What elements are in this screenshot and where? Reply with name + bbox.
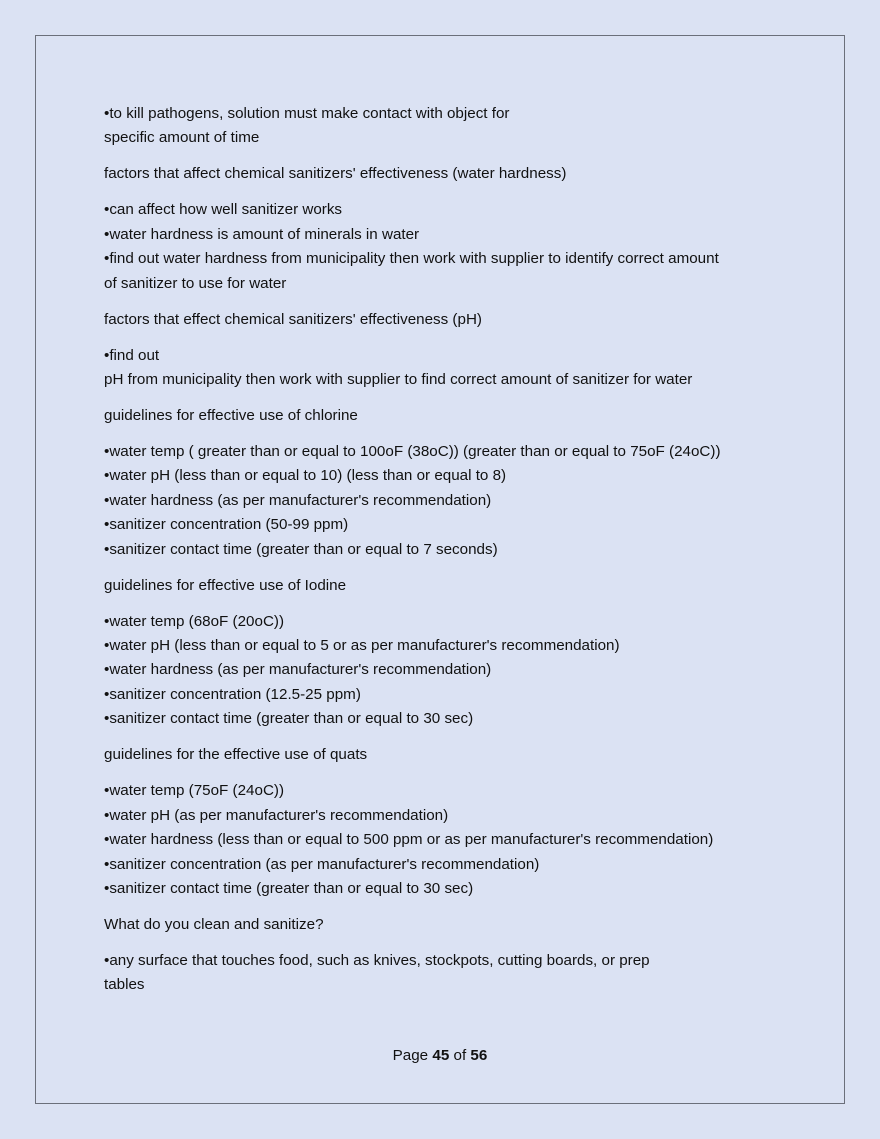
page-number: 45 (432, 1047, 450, 1064)
page-of-label: of (453, 1047, 467, 1064)
text-line: guidelines for effective use of chlorine (104, 407, 358, 425)
text-line: •sanitizer contact time (greater than or equal to 30 sec) (104, 879, 474, 897)
text-line: •water pH (less than or equal to 10) (less than or equal to 8) (104, 467, 507, 485)
text-line: •find out (104, 346, 160, 364)
text-line: •find out water hardness from municipality then work with supplier to identify correct amount (104, 250, 719, 268)
text-line: •water pH (as per manufacturer's recommendation) (104, 806, 449, 824)
text-line: •water hardness is amount of minerals in water (104, 225, 420, 243)
paragraph (104, 610, 784, 732)
text-line: tables (104, 976, 145, 994)
paragraph (104, 440, 784, 562)
text-line: factors that affect chemical sanitizers' effectiveness (water hardness) (104, 165, 567, 183)
text-line: •water temp (75oF (24oC)) (104, 782, 285, 800)
text-line: •sanitizer contact time (greater than or equal to 30 sec) (104, 710, 474, 728)
paragraph (104, 404, 784, 428)
text-line: •sanitizer concentration (12.5-25 ppm) (104, 685, 361, 703)
text-line: pH from municipality then work with supplier to find correct amount of sanitizer for water (104, 371, 693, 389)
text-line: •sanitizer concentration (50-99 ppm) (104, 516, 349, 534)
text-line: •water temp ( greater than or equal to 100oF (38oC)) (greater than or equal to 75oF (24oC)) (104, 443, 721, 461)
paragraph (104, 344, 784, 393)
document-body (104, 102, 784, 1009)
paragraph (104, 308, 784, 332)
paragraph (104, 743, 784, 767)
text-line: •to kill pathogens, solution must make contact with object for (104, 105, 510, 122)
text-line: •water hardness (as per manufacturer's recommendation) (104, 491, 492, 509)
text-line: •water hardness (as per manufacturer's recommendation) (104, 661, 492, 679)
paragraph (104, 913, 784, 937)
text-line: •water temp (68oF (20oC)) (104, 612, 285, 630)
text-line: What do you clean and sanitize? (104, 915, 324, 933)
text-line: •can affect how well sanitizer works (104, 201, 343, 219)
page-total: 56 (470, 1047, 488, 1064)
text-line: •water hardness (less than or equal to 500 ppm or as per manufacturer's recommendation) (104, 831, 714, 849)
text-line: of sanitizer to use for water (104, 274, 287, 292)
paragraph (104, 574, 784, 598)
text-line: •sanitizer contact time (greater than or equal to 7 seconds) (104, 540, 498, 558)
text-line: factors that effect chemical sanitizers' effectiveness (pH) (104, 310, 482, 328)
text-line: guidelines for effective use of Iodine (104, 576, 347, 594)
paragraph (104, 102, 784, 151)
paragraph (104, 949, 784, 998)
text-line: •sanitizer concentration (as per manufacturer's recommendation) (104, 855, 540, 873)
text-line: •water pH (less than or equal to 5 or as per manufacturer's recommendation) (104, 637, 620, 655)
page-footer (0, 1044, 880, 1068)
page-label: Page (392, 1047, 429, 1064)
text-line: specific amount of time (104, 129, 260, 147)
text-line: guidelines for the effective use of quats (104, 746, 368, 764)
paragraph (104, 162, 784, 186)
paragraph (104, 198, 784, 296)
text-line: •any surface that touches food, such as knives, stockpots, cutting boards, or prep (104, 951, 650, 969)
paragraph (104, 779, 784, 901)
